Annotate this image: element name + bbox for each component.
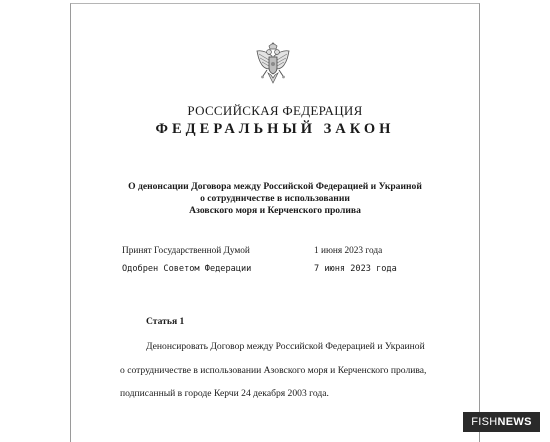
law-subject (100, 181, 450, 217)
approved-label: Одобрен Советом Федерации (122, 264, 252, 274)
article-text-line: подписанный в городе Керчи 24 декабря 2003 года. (120, 388, 329, 399)
approved-date: 7 июня 2023 года (314, 264, 397, 274)
article-title: Статья 1 (146, 316, 185, 327)
adopted-label: Принят Государственной Думой (122, 246, 250, 256)
country-heading: РОССИЙСКАЯ ФЕДЕРАЦИЯ (187, 103, 363, 118)
article-text-line: о сотрудничестве в использовании Азовского моря и Керченского пролива, (120, 365, 427, 376)
article-text-line: Денонсировать Договор между Российской Федерацией и Украиной (146, 341, 425, 352)
watermark-part-news: NEWS (497, 416, 532, 428)
coat-of-arms-icon (255, 42, 291, 88)
subject-line: о сотрудничестве в использовании (200, 193, 350, 204)
law-title: ФЕДЕРАЛЬНЫЙ ЗАКОН (155, 121, 395, 137)
fishnews-watermark (463, 412, 540, 432)
subject-line: О денонсации Договора между Российской Федерацией и Украиной (128, 181, 422, 192)
adopted-date: 1 июня 2023 года (314, 246, 383, 256)
watermark-part-fish: FISH (471, 416, 498, 428)
subject-line: Азовского моря и Керченского пролива (189, 205, 361, 216)
